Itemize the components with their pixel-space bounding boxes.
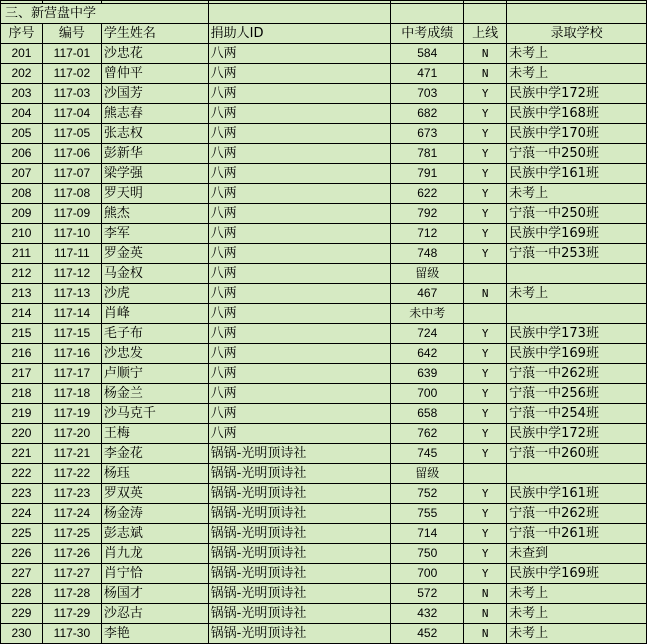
cell-pass[interactable] <box>464 304 507 324</box>
cell-code[interactable]: 117-14 <box>42 304 101 324</box>
cell-pass[interactable]: N <box>464 64 507 84</box>
cell-seq[interactable]: 201 <box>1 44 43 64</box>
cell-score[interactable]: 432 <box>391 604 464 624</box>
header-row <box>1 24 647 44</box>
cell-student-name[interactable]: 张志权 <box>101 124 208 144</box>
cell-pass[interactable]: Y <box>464 404 507 424</box>
cell-pass[interactable]: N <box>464 624 507 644</box>
cell-donor[interactable]: 锅锅-光明顶诗社 <box>208 524 391 544</box>
cell-pass[interactable]: N <box>464 584 507 604</box>
cell-pass[interactable]: Y <box>464 324 507 344</box>
cell-score[interactable]: 762 <box>391 424 464 444</box>
header-pass[interactable]: 上线 <box>464 24 507 44</box>
cell-pass[interactable]: Y <box>464 424 507 444</box>
cell-donor[interactable]: 八两 <box>208 284 391 304</box>
table-row <box>1 504 647 524</box>
cell-seq[interactable]: 218 <box>1 384 43 404</box>
cell-score[interactable]: 622 <box>391 184 464 204</box>
table-row <box>1 84 647 104</box>
cell-seq[interactable]: 207 <box>1 164 43 184</box>
cell-code[interactable]: 117-11 <box>42 244 101 264</box>
cell-school[interactable]: 宁蒗一中250班 <box>507 204 647 224</box>
cell-student-name[interactable]: 毛子布 <box>101 324 208 344</box>
cell-score[interactable]: 584 <box>391 44 464 64</box>
cell-school[interactable] <box>507 264 647 284</box>
cell-seq[interactable]: 202 <box>1 64 43 84</box>
cell-school[interactable] <box>507 464 647 484</box>
cell-school[interactable]: 宁蒗一中254班 <box>507 404 647 424</box>
table-row <box>1 284 647 304</box>
table-row <box>1 144 647 164</box>
table-row <box>1 44 647 64</box>
cell-seq[interactable]: 227 <box>1 564 43 584</box>
cell-pass[interactable]: Y <box>464 164 507 184</box>
table-row <box>1 324 647 344</box>
table-row <box>1 584 647 604</box>
cell-score[interactable]: 792 <box>391 204 464 224</box>
cell-code[interactable]: 117-20 <box>42 424 101 444</box>
cell-pass[interactable]: Y <box>464 384 507 404</box>
cell-seq[interactable]: 214 <box>1 304 43 324</box>
cell-code[interactable]: 117-03 <box>42 84 101 104</box>
cell-score[interactable]: 752 <box>391 484 464 504</box>
table-row <box>1 404 647 424</box>
cell-code[interactable]: 117-22 <box>42 464 101 484</box>
cell-student-name[interactable]: 马金权 <box>101 264 208 284</box>
cell-donor[interactable]: 八两 <box>208 324 391 344</box>
cell-score[interactable]: 留级 <box>391 264 464 284</box>
cell-donor[interactable]: 八两 <box>208 44 391 64</box>
table-row <box>1 484 647 504</box>
cell-pass[interactable]: Y <box>464 364 507 384</box>
cell[interactable] <box>208 4 391 24</box>
cell-student-name[interactable]: 杨金兰 <box>101 384 208 404</box>
cell-seq[interactable]: 213 <box>1 284 43 304</box>
cell-pass[interactable]: Y <box>464 564 507 584</box>
cell-school[interactable]: 宁蒗一中253班 <box>507 244 647 264</box>
cell-student-name[interactable]: 杨金涛 <box>101 504 208 524</box>
cell-donor[interactable]: 八两 <box>208 184 391 204</box>
cell-donor[interactable]: 八两 <box>208 344 391 364</box>
cell-code[interactable]: 117-07 <box>42 164 101 184</box>
cell-score[interactable]: 658 <box>391 404 464 424</box>
cell-school[interactable]: 宁蒗一中260班 <box>507 444 647 464</box>
cell-code[interactable]: 117-25 <box>42 524 101 544</box>
cell-school[interactable]: 民族中学170班 <box>507 124 647 144</box>
table-row <box>1 384 647 404</box>
cell-pass[interactable]: N <box>464 604 507 624</box>
cell-score[interactable]: 755 <box>391 504 464 524</box>
cell-score[interactable]: 682 <box>391 104 464 124</box>
cell-code[interactable]: 117-15 <box>42 324 101 344</box>
cell-school[interactable]: 民族中学169班 <box>507 344 647 364</box>
cell-student-name[interactable]: 熊志春 <box>101 104 208 124</box>
cell-donor[interactable]: 八两 <box>208 204 391 224</box>
cell-seq[interactable]: 217 <box>1 364 43 384</box>
cell-seq[interactable]: 212 <box>1 264 43 284</box>
cell-student-name[interactable]: 沙国芳 <box>101 84 208 104</box>
cell-donor[interactable]: 八两 <box>208 304 391 324</box>
cell-donor[interactable]: 八两 <box>208 64 391 84</box>
cell-score[interactable]: 留级 <box>391 464 464 484</box>
cell-score[interactable]: 642 <box>391 344 464 364</box>
cell-score[interactable]: 673 <box>391 124 464 144</box>
cell-student-name[interactable]: 杨国才 <box>101 584 208 604</box>
cell-seq[interactable]: 226 <box>1 544 43 564</box>
cell-student-name[interactable]: 沙马克千 <box>101 404 208 424</box>
cell-code[interactable]: 117-04 <box>42 104 101 124</box>
cell[interactable] <box>464 4 507 24</box>
cell-donor[interactable]: 八两 <box>208 404 391 424</box>
cell-student-name[interactable]: 杨珏 <box>101 464 208 484</box>
cell-seq[interactable]: 215 <box>1 324 43 344</box>
cell-code[interactable]: 117-01 <box>42 44 101 64</box>
table-row <box>1 624 647 644</box>
cell-seq[interactable]: 216 <box>1 344 43 364</box>
cell-score[interactable]: 452 <box>391 624 464 644</box>
cell-school[interactable]: 宁蒗一中250班 <box>507 144 647 164</box>
cell-seq[interactable]: 211 <box>1 244 43 264</box>
table-row <box>1 564 647 584</box>
cell-code[interactable]: 117-05 <box>42 124 101 144</box>
table-row <box>1 304 647 324</box>
cell-donor[interactable]: 锅锅-光明顶诗社 <box>208 444 391 464</box>
cell-student-name[interactable]: 沙忠发 <box>101 344 208 364</box>
cell-code[interactable]: 117-27 <box>42 564 101 584</box>
cell-code[interactable]: 117-02 <box>42 64 101 84</box>
table-row <box>1 164 647 184</box>
cell-pass[interactable]: N <box>464 44 507 64</box>
cell-pass[interactable]: Y <box>464 444 507 464</box>
cell-student-name[interactable]: 肖宁恰 <box>101 564 208 584</box>
table-row <box>1 184 647 204</box>
cell-donor[interactable]: 锅锅-光明顶诗社 <box>208 564 391 584</box>
cell-student-name[interactable]: 沙忍古 <box>101 604 208 624</box>
cell-score[interactable]: 未中考 <box>391 304 464 324</box>
cell-seq[interactable]: 225 <box>1 524 43 544</box>
cell-pass[interactable]: Y <box>464 124 507 144</box>
cell-score[interactable]: 781 <box>391 144 464 164</box>
cell-score[interactable]: 703 <box>391 84 464 104</box>
cell-code[interactable]: 117-17 <box>42 364 101 384</box>
cell-student-name[interactable]: 李金花 <box>101 444 208 464</box>
cell-score[interactable]: 467 <box>391 284 464 304</box>
cell-pass[interactable]: Y <box>464 524 507 544</box>
cell-donor[interactable]: 八两 <box>208 384 391 404</box>
cell-seq[interactable]: 224 <box>1 504 43 524</box>
cell-donor[interactable]: 锅锅-光明顶诗社 <box>208 484 391 504</box>
cell-school[interactable]: 民族中学169班 <box>507 564 647 584</box>
cell-score[interactable]: 712 <box>391 224 464 244</box>
table-row <box>1 264 647 284</box>
cell-seq[interactable]: 206 <box>1 144 43 164</box>
cell-school[interactable] <box>507 304 647 324</box>
cell-donor[interactable]: 八两 <box>208 104 391 124</box>
cell-code[interactable]: 117-26 <box>42 544 101 564</box>
cell-student-name[interactable]: 梁学强 <box>101 164 208 184</box>
cell-seq[interactable]: 223 <box>1 484 43 504</box>
cell-code[interactable]: 117-08 <box>42 184 101 204</box>
cell-school[interactable]: 未考上 <box>507 284 647 304</box>
cell-code[interactable]: 117-10 <box>42 224 101 244</box>
cell-school[interactable]: 民族中学161班 <box>507 164 647 184</box>
cell-code[interactable]: 117-16 <box>42 344 101 364</box>
table-row <box>1 344 647 364</box>
cell-score[interactable]: 639 <box>391 364 464 384</box>
cell-seq[interactable]: 228 <box>1 584 43 604</box>
header-seq[interactable]: 序号 <box>1 24 43 44</box>
header-donor[interactable]: 捐助人ID <box>208 24 391 44</box>
cell-score[interactable]: 724 <box>391 324 464 344</box>
cell-school[interactable]: 民族中学172班 <box>507 84 647 104</box>
cell-donor[interactable]: 八两 <box>208 144 391 164</box>
cell-score[interactable]: 791 <box>391 164 464 184</box>
cell-pass[interactable]: Y <box>464 504 507 524</box>
cell-score[interactable]: 714 <box>391 524 464 544</box>
cell-code[interactable]: 117-12 <box>42 264 101 284</box>
cell-school[interactable]: 未考上 <box>507 584 647 604</box>
table-row <box>1 604 647 624</box>
cell-seq[interactable]: 229 <box>1 604 43 624</box>
cell-seq[interactable]: 208 <box>1 184 43 204</box>
cell[interactable] <box>391 4 464 24</box>
cell-code[interactable]: 117-24 <box>42 504 101 524</box>
cell-donor[interactable]: 锅锅-光明顶诗社 <box>208 504 391 524</box>
cell-student-name[interactable]: 曾仲平 <box>101 64 208 84</box>
cell-code[interactable]: 117-13 <box>42 284 101 304</box>
header-code[interactable]: 编号 <box>42 24 101 44</box>
cell-student-name[interactable]: 卢顺宁 <box>101 364 208 384</box>
cell-code[interactable]: 117-29 <box>42 604 101 624</box>
cell-score[interactable]: 572 <box>391 584 464 604</box>
cell-seq[interactable]: 230 <box>1 624 43 644</box>
table-row <box>1 424 647 444</box>
cell-code[interactable]: 117-06 <box>42 144 101 164</box>
cell-donor[interactable]: 锅锅-光明顶诗社 <box>208 464 391 484</box>
table-row <box>1 244 647 264</box>
cell-code[interactable]: 117-19 <box>42 404 101 424</box>
cell-pass[interactable] <box>464 464 507 484</box>
cell-student-name[interactable]: 沙忠花 <box>101 44 208 64</box>
cell-school[interactable]: 未考上 <box>507 44 647 64</box>
header-school[interactable]: 录取学校 <box>507 24 647 44</box>
cell-seq[interactable]: 205 <box>1 124 43 144</box>
cell-pass[interactable]: N <box>464 284 507 304</box>
cell-student-name[interactable]: 王梅 <box>101 424 208 444</box>
cell-code[interactable]: 117-30 <box>42 624 101 644</box>
cell-school[interactable]: 宁蒗一中262班 <box>507 504 647 524</box>
cell-school[interactable]: 未考上 <box>507 184 647 204</box>
cell-donor[interactable]: 八两 <box>208 224 391 244</box>
cell-donor[interactable]: 八两 <box>208 164 391 184</box>
cell-score[interactable]: 700 <box>391 564 464 584</box>
cell-student-name[interactable]: 肖峰 <box>101 304 208 324</box>
cell-student-name[interactable]: 罗天明 <box>101 184 208 204</box>
cell-pass[interactable]: Y <box>464 224 507 244</box>
table-row <box>1 104 647 124</box>
cell-student-name[interactable]: 罗双英 <box>101 484 208 504</box>
cell-pass[interactable]: Y <box>464 544 507 564</box>
cell-donor[interactable]: 锅锅-光明顶诗社 <box>208 584 391 604</box>
cell-school[interactable]: 未考上 <box>507 64 647 84</box>
cell-seq[interactable]: 204 <box>1 104 43 124</box>
cell-score[interactable]: 750 <box>391 544 464 564</box>
cell-donor[interactable]: 锅锅-光明顶诗社 <box>208 624 391 644</box>
table-row <box>1 544 647 564</box>
cell-code[interactable]: 117-18 <box>42 384 101 404</box>
cell-school[interactable]: 宁蒗一中256班 <box>507 384 647 404</box>
cell-pass[interactable]: Y <box>464 184 507 204</box>
table-row <box>1 204 647 224</box>
cell-seq[interactable]: 209 <box>1 204 43 224</box>
header-score[interactable]: 中考成绩 <box>391 24 464 44</box>
cell-school[interactable]: 民族中学161班 <box>507 484 647 504</box>
table-row <box>1 364 647 384</box>
cell-seq[interactable]: 210 <box>1 224 43 244</box>
cell-school[interactable]: 未查到 <box>507 544 647 564</box>
cell-school[interactable]: 未考上 <box>507 624 647 644</box>
cell-school[interactable]: 宁蒗一中261班 <box>507 524 647 544</box>
cell-donor[interactable]: 八两 <box>208 264 391 284</box>
cell-school[interactable]: 宁蒗一中262班 <box>507 364 647 384</box>
table-row <box>1 444 647 464</box>
cell-score[interactable]: 700 <box>391 384 464 404</box>
cell-seq[interactable]: 203 <box>1 84 43 104</box>
cell-score[interactable]: 748 <box>391 244 464 264</box>
cell-code[interactable]: 117-23 <box>42 484 101 504</box>
cell-donor[interactable]: 八两 <box>208 424 391 444</box>
cell-donor[interactable]: 八两 <box>208 364 391 384</box>
cell-donor[interactable]: 八两 <box>208 124 391 144</box>
table-row <box>1 64 647 84</box>
cell-student-name[interactable]: 肖九龙 <box>101 544 208 564</box>
cell-school[interactable]: 民族中学169班 <box>507 224 647 244</box>
cell-pass[interactable]: Y <box>464 204 507 224</box>
cell-seq[interactable]: 219 <box>1 404 43 424</box>
section-title[interactable]: 三、新营盘中学 <box>1 4 209 24</box>
cell-school[interactable]: 民族中学173班 <box>507 324 647 344</box>
table-row <box>1 124 647 144</box>
cell-code[interactable]: 117-21 <box>42 444 101 464</box>
cell-donor[interactable]: 锅锅-光明顶诗社 <box>208 604 391 624</box>
cell-seq[interactable]: 221 <box>1 444 43 464</box>
cell-seq[interactable]: 220 <box>1 424 43 444</box>
table-row <box>1 464 647 484</box>
cell-pass[interactable]: Y <box>464 484 507 504</box>
cell-pass[interactable]: Y <box>464 144 507 164</box>
cell-school[interactable]: 民族中学168班 <box>507 104 647 124</box>
cell-code[interactable]: 117-28 <box>42 584 101 604</box>
cell-school[interactable]: 民族中学172班 <box>507 424 647 444</box>
header-name[interactable]: 学生姓名 <box>101 24 208 44</box>
cell-donor[interactable]: 锅锅-光明顶诗社 <box>208 544 391 564</box>
table-row <box>1 224 647 244</box>
cell-pass[interactable] <box>464 264 507 284</box>
cell-student-name[interactable]: 彭新华 <box>101 144 208 164</box>
cell-seq[interactable]: 222 <box>1 464 43 484</box>
cell-pass[interactable]: Y <box>464 104 507 124</box>
cell-student-name[interactable]: 彭志斌 <box>101 524 208 544</box>
cell-donor[interactable]: 八两 <box>208 244 391 264</box>
cell-pass[interactable]: Y <box>464 84 507 104</box>
cell-student-name[interactable]: 熊杰 <box>101 204 208 224</box>
cell-student-name[interactable]: 李艳 <box>101 624 208 644</box>
cell-donor[interactable]: 八两 <box>208 84 391 104</box>
cell-school[interactable]: 未考上 <box>507 604 647 624</box>
cell-student-name[interactable]: 李军 <box>101 224 208 244</box>
cell-pass[interactable]: Y <box>464 344 507 364</box>
cell-score[interactable]: 471 <box>391 64 464 84</box>
table-body <box>1 1 647 644</box>
section-title-row <box>1 4 647 24</box>
cell-score[interactable]: 745 <box>391 444 464 464</box>
cell-code[interactable]: 117-09 <box>42 204 101 224</box>
table-row <box>1 524 647 544</box>
cell[interactable] <box>507 4 647 24</box>
cell-student-name[interactable]: 沙虎 <box>101 284 208 304</box>
cell-student-name[interactable]: 罗金英 <box>101 244 208 264</box>
cell-pass[interactable]: Y <box>464 244 507 264</box>
